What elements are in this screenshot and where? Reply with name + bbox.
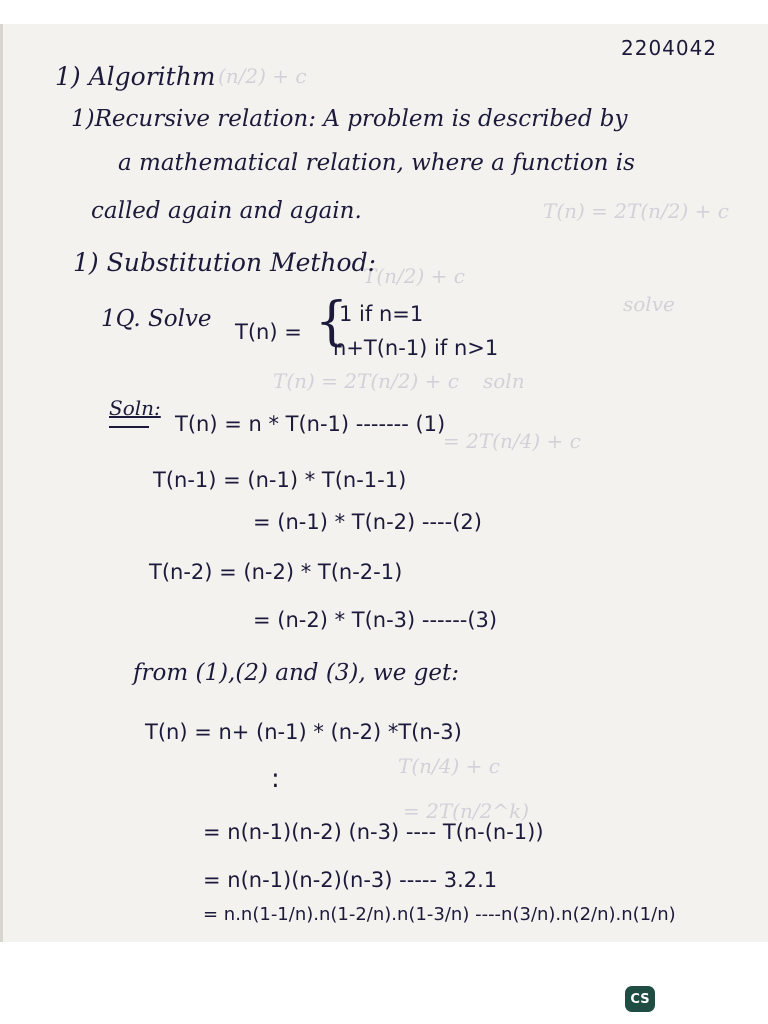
definition-line-1: 1)Recursive relation: A problem is described by xyxy=(71,106,628,132)
case-one: 1 if n=1 xyxy=(339,302,424,326)
expansion-step-2: = n(n-1)(n-2)(n-3) ----- 3.2.1 xyxy=(203,868,498,892)
question-label: 1Q. Solve xyxy=(101,306,212,332)
question-lhs: T(n) = xyxy=(235,320,302,344)
definition-line-3: called again and again. xyxy=(91,198,362,224)
section-heading: 1) Algorithm xyxy=(55,62,216,91)
expansion-step-3: = n.n(1-1/n).n(1-2/n).n(1-3/n) ----n(3/n).n(2/n).n(1/n) xyxy=(203,904,676,925)
equation-1: T(n) = n * T(n-1) ------- (1) xyxy=(175,412,446,436)
case-two: n+T(n-1) if n>1 xyxy=(333,336,499,360)
definition-line-2: a mathematical relation, where a function is xyxy=(118,150,635,176)
bleed-through-text: T(n/4) + c xyxy=(398,754,500,778)
bleed-through-text: T(n/2) + c xyxy=(363,264,465,288)
equation-3a: T(n-2) = (n-2) * T(n-2-1) xyxy=(149,560,403,584)
bleed-through-text: T(n) = 2T(n/2) + c xyxy=(273,369,459,393)
vertical-dots: : xyxy=(271,764,280,794)
equation-3b: = (n-2) * T(n-3) ------(3) xyxy=(253,608,498,632)
bleed-through-text: (n/2) + c xyxy=(218,64,307,88)
camscanner-logo: CS xyxy=(625,986,655,1012)
bleed-through-text: soln xyxy=(483,369,525,393)
bleed-through-text: T(n) = 2T(n/2) + c xyxy=(543,199,729,223)
equation-2a: T(n-1) = (n-1) * T(n-1-1) xyxy=(153,468,407,492)
case-brace: { xyxy=(315,292,349,352)
bleed-through-text: solve xyxy=(623,292,675,316)
bleed-through-text: = 2T(n/4) + c xyxy=(443,429,581,453)
solution-label: Soln: xyxy=(109,396,161,420)
roll-number: 2204042 xyxy=(621,36,718,60)
combined-equation: T(n) = n+ (n-1) * (n-2) *T(n-3) xyxy=(145,720,462,744)
bleed-through-text: = 2T(n/2^k) xyxy=(403,799,530,823)
solution-underline xyxy=(109,426,149,428)
from-line: from (1),(2) and (3), we get: xyxy=(133,660,459,686)
expansion-step-1: = n(n-1)(n-2) (n-3) ---- T(n-(n-1)) xyxy=(203,820,544,844)
equation-2b: = (n-1) * T(n-2) ----(2) xyxy=(253,510,482,534)
notebook-page xyxy=(0,24,768,942)
substitution-heading: 1) Substitution Method: xyxy=(73,248,377,277)
